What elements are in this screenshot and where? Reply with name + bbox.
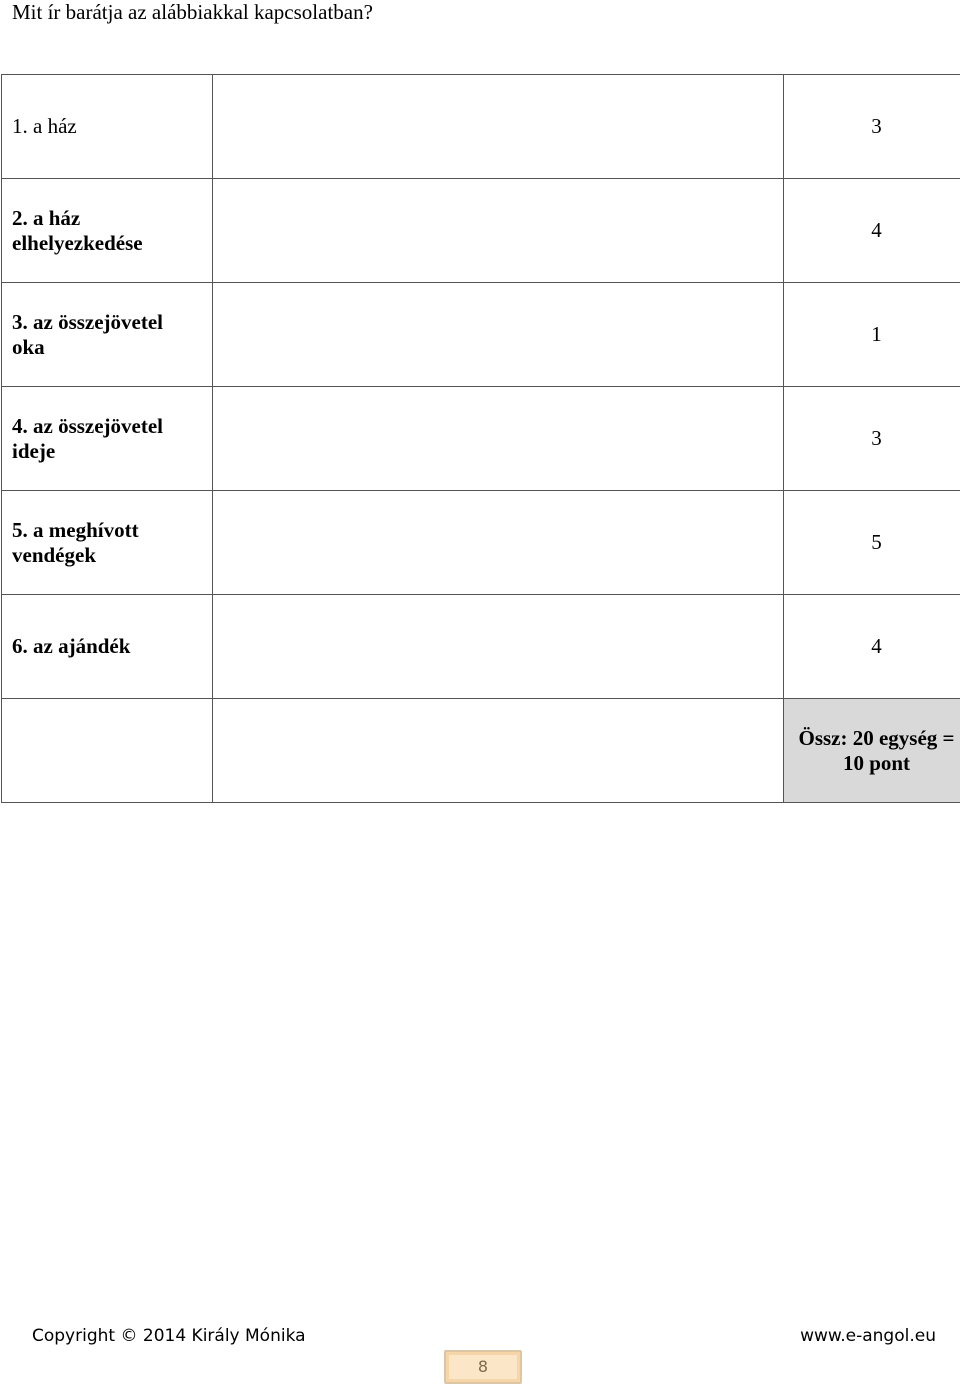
answer-cell[interactable]: [213, 491, 784, 595]
answer-cell[interactable]: [213, 75, 784, 179]
topic-line: 2. a ház: [12, 205, 81, 230]
table-row: [2, 595, 960, 699]
answer-table: [1, 74, 960, 803]
answer-cell[interactable]: [213, 387, 784, 491]
total-row: [2, 699, 960, 803]
topic-cell: [2, 283, 213, 387]
points-cell: 3: [784, 387, 960, 491]
website-link[interactable]: www.e-angol.eu: [800, 1326, 936, 1346]
points-cell: 5: [784, 491, 960, 595]
total-line: 10 pont: [842, 750, 911, 775]
topic-cell: [2, 179, 213, 283]
table-row: [2, 387, 960, 491]
answer-cell[interactable]: [213, 283, 784, 387]
topic-line: ideje: [12, 438, 56, 463]
topic-line: 5. a meghívott: [12, 517, 139, 542]
table-row: [2, 75, 960, 179]
topic-cell: [2, 491, 213, 595]
table-row: [2, 491, 960, 595]
question-heading: Mit ír barátja az alábbiakkal kapcsolatban?: [12, 0, 373, 24]
total-points-cell: [784, 699, 960, 803]
topic-line: oka: [12, 334, 45, 359]
empty-cell: [213, 699, 784, 803]
topic-cell: [2, 75, 213, 179]
topic-line: 4. az összejövetel: [12, 413, 164, 438]
topic-cell: [2, 387, 213, 491]
topic-line: 6. az ajándék: [12, 634, 131, 658]
table-row: [2, 283, 960, 387]
answer-cell[interactable]: [213, 179, 784, 283]
points-cell: 3: [784, 75, 960, 179]
empty-cell: [2, 699, 213, 803]
points-cell: 4: [784, 595, 960, 699]
answer-cell[interactable]: [213, 595, 784, 699]
points-cell: 4: [784, 179, 960, 283]
copyright-text: Copyright © 2014 Király Mónika: [32, 1326, 306, 1346]
table-row: [2, 179, 960, 283]
total-line: Össz: 20 egység =: [798, 725, 955, 750]
topic-cell: [2, 595, 213, 699]
page-number: 8: [444, 1350, 522, 1384]
topic-line: 1. a ház: [12, 114, 77, 138]
topic-line: vendégek: [12, 542, 96, 567]
points-cell: 1: [784, 283, 960, 387]
topic-line: elhelyezkedése: [12, 230, 143, 255]
topic-line: 3. az összejövetel: [12, 309, 164, 334]
